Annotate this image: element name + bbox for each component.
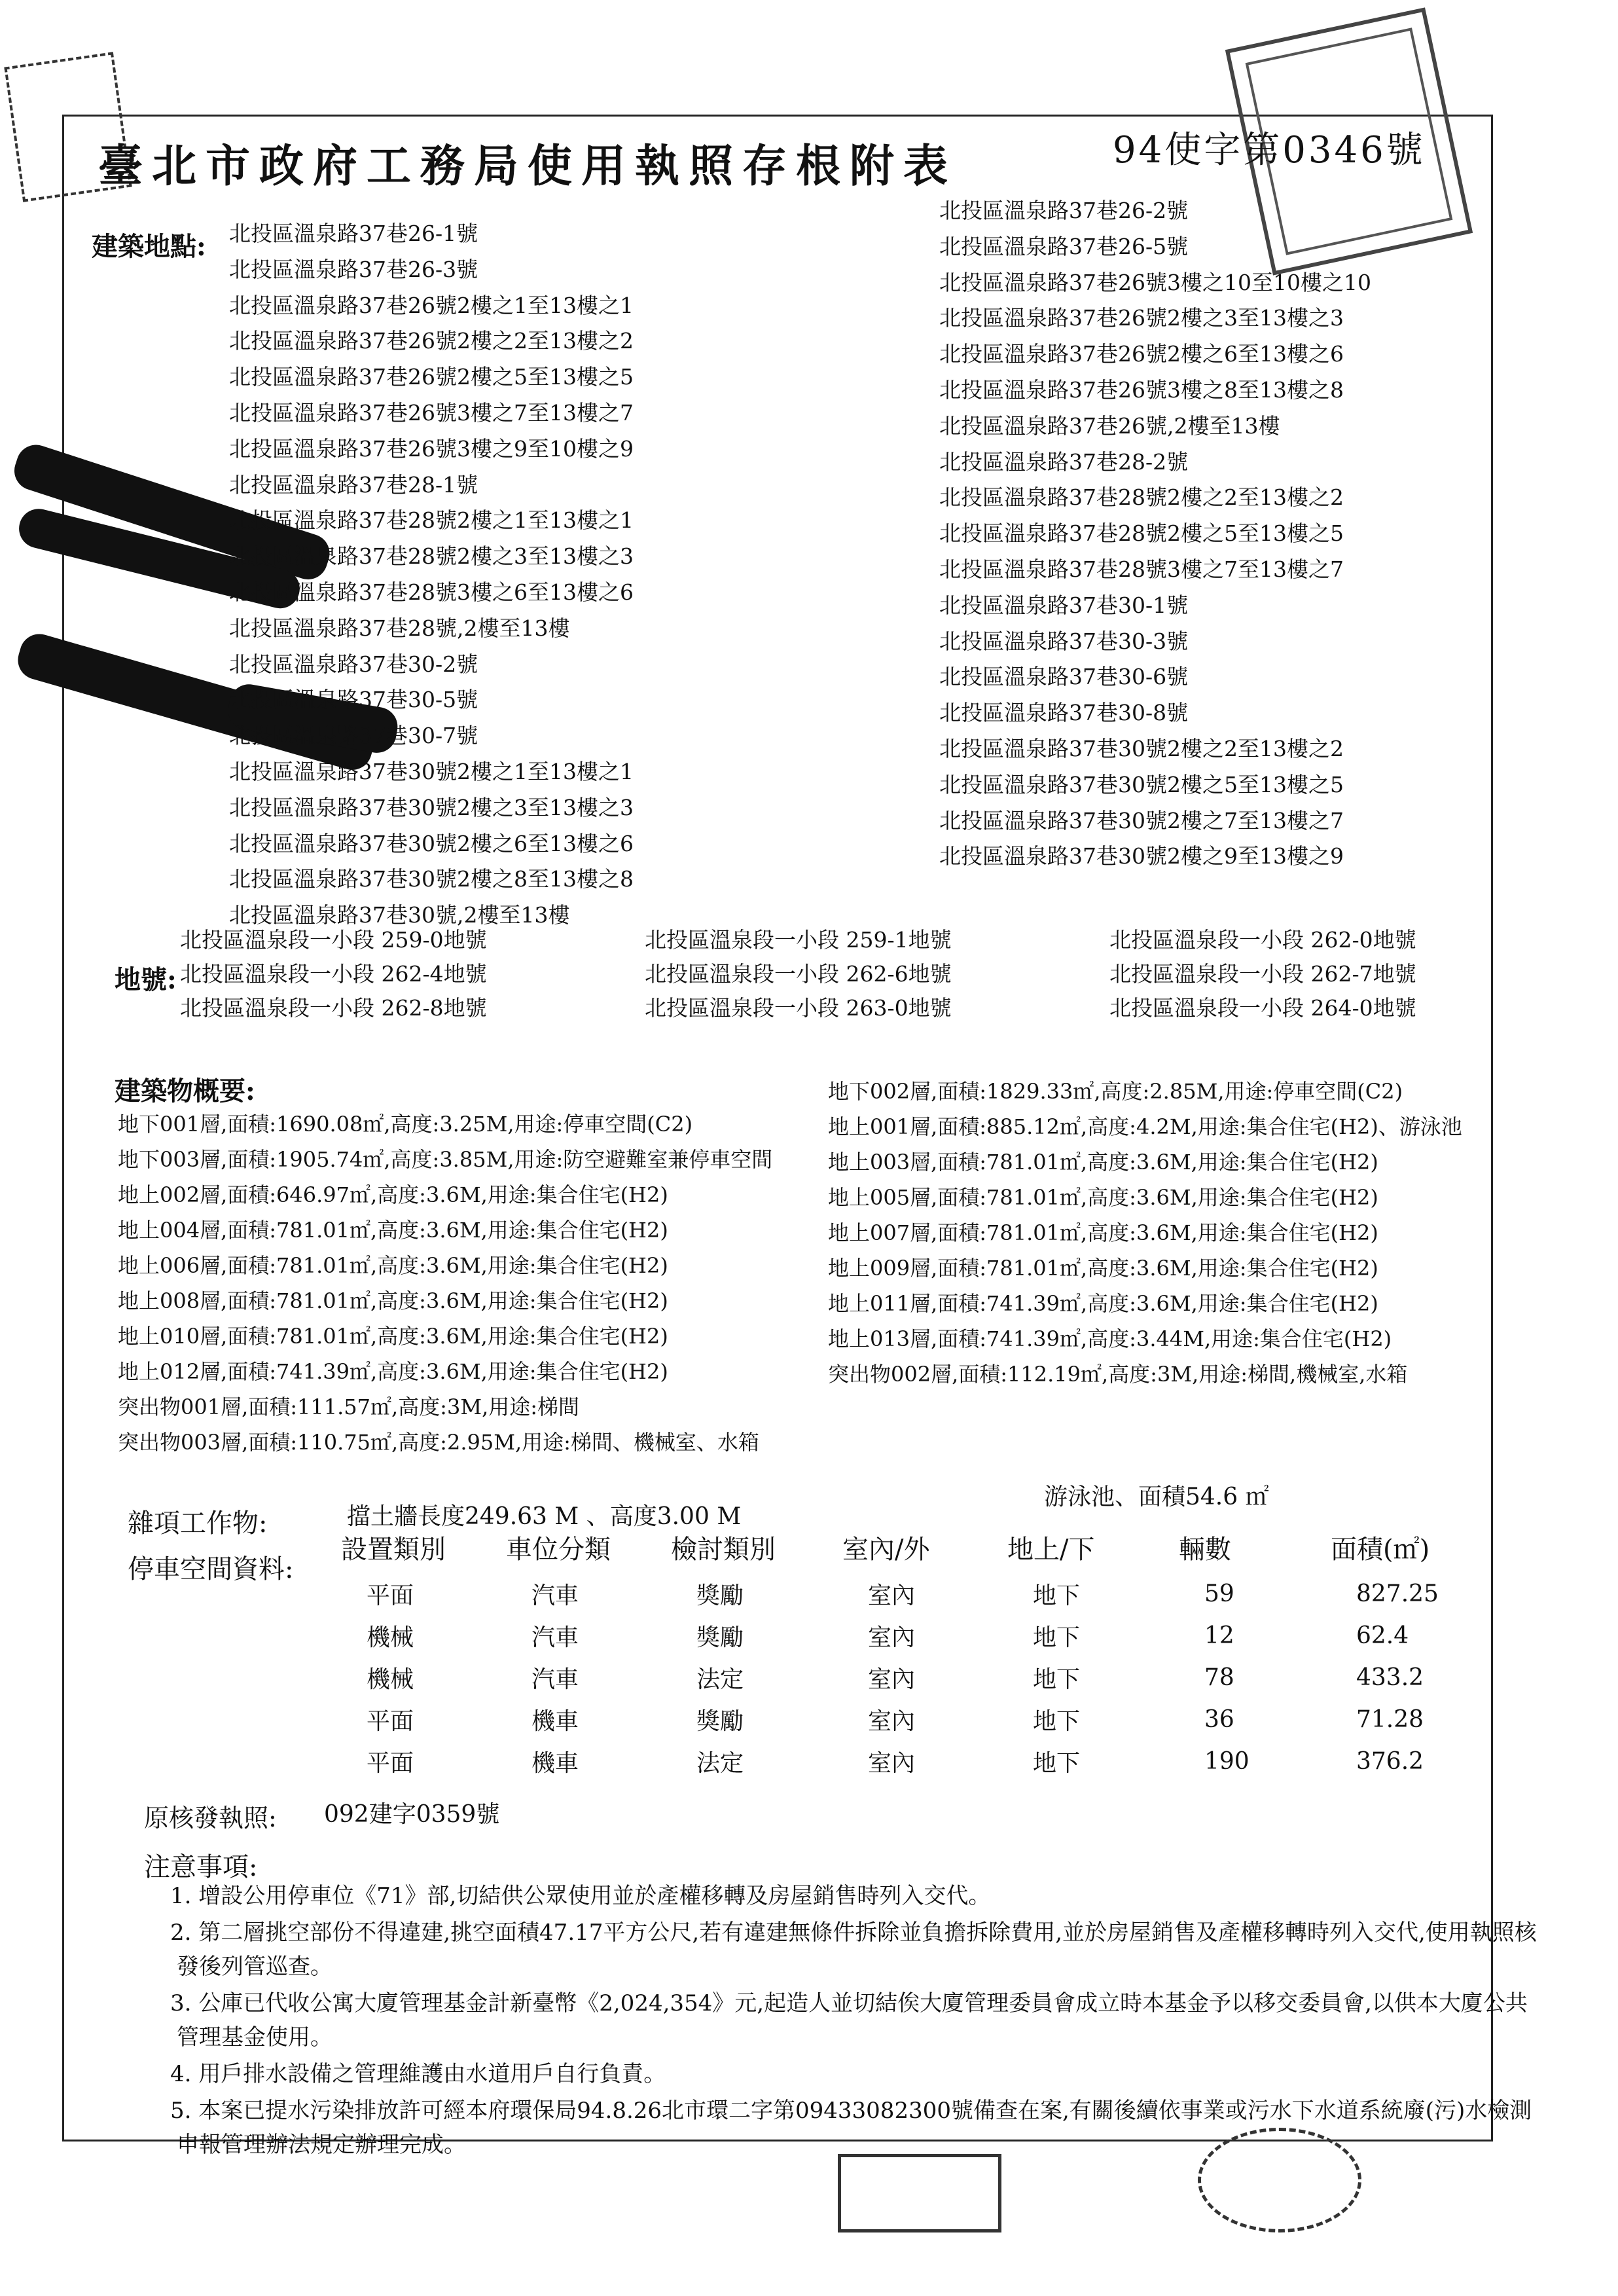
parking-row <box>340 1698 1495 1740</box>
floor-list-left <box>118 1106 818 1460</box>
original-permit-value: 092建字0359號 <box>324 1801 500 1828</box>
parking-cell: 汽車 <box>531 1666 579 1693</box>
parking-cell: 機械 <box>367 1624 414 1651</box>
parking-header-row <box>340 1522 1495 1573</box>
lot-number: 北投區溫泉段一小段 262-7地號 <box>1109 961 1416 987</box>
seal-stamp-bottom <box>838 2154 1001 2232</box>
floor-entry: 地上013層,面積:741.39㎡,高度:3.44M,用途:集合住宅(H2) <box>828 1326 1392 1351</box>
lot-number: 北投區溫泉段一小段 259-0地號 <box>180 927 487 953</box>
address-line: 北投區溫泉路37巷28-2號 <box>939 448 1189 475</box>
parking-table <box>340 1522 1495 1782</box>
address-line: 北投區溫泉路37巷30號,2樓至13樓 <box>229 902 570 928</box>
address-line: 北投區溫泉路37巷30號2樓之3至13樓之3 <box>229 794 634 820</box>
address-line: 北投區溫泉路37巷28號3樓之6至13樓之6 <box>229 579 634 605</box>
floor-entry: 地上001層,面積:885.12㎡,高度:4.2M,用途:集合住宅(H2)、游泳池 <box>828 1114 1462 1139</box>
parking-header-cell: 設置類別 <box>341 1535 446 1565</box>
address-line: 北投區溫泉路37巷30-6號 <box>939 664 1189 690</box>
address-line: 北投區溫泉路37巷30-8號 <box>939 700 1189 726</box>
floor-entry: 突出物001層,面積:111.57㎡,高度:3M,用途:梯間 <box>118 1394 580 1419</box>
floor-entry: 地上002層,面積:646.97㎡,高度:3.6M,用途:集合住宅(H2) <box>118 1182 668 1207</box>
address-line: 北投區溫泉路37巷26-2號 <box>939 198 1189 223</box>
parking-cell: 190 <box>1204 1747 1249 1775</box>
address-line: 北投區溫泉路37巷30號2樓之5至13樓之5 <box>939 771 1344 797</box>
parking-cell: 376.2 <box>1356 1747 1424 1775</box>
parking-cell: 室內 <box>868 1582 916 1609</box>
parking-cell: 827.25 <box>1356 1580 1439 1607</box>
floor-entry: 突出物002層,面積:112.19㎡,高度:3M,用途:梯間,機械室,水箱 <box>828 1362 1408 1387</box>
parking-cell: 機車 <box>531 1707 579 1735</box>
address-list-right <box>939 193 1371 875</box>
parking-cell: 法定 <box>696 1749 744 1777</box>
address-line: 北投區溫泉路37巷28號,2樓至13樓 <box>229 615 570 641</box>
floor-entry: 突出物003層,面積:110.75㎡,高度:2.95M,用途:梯間、機械室、水箱 <box>118 1430 759 1455</box>
parking-cell: 平面 <box>367 1707 414 1735</box>
floor-entry: 地上006層,面積:781.01㎡,高度:3.6M,用途:集合住宅(H2) <box>118 1253 668 1278</box>
lot-row <box>180 991 1574 1025</box>
parking-cell: 機械 <box>367 1666 414 1693</box>
floor-entry: 地上012層,面積:741.39㎡,高度:3.6M,用途:集合住宅(H2) <box>118 1359 668 1384</box>
parking-row <box>340 1740 1495 1782</box>
parking-header-cell: 室內/外 <box>842 1535 930 1565</box>
parking-cell: 獎勵 <box>696 1582 744 1609</box>
address-line: 北投區溫泉路37巷30號2樓之7至13樓之7 <box>939 807 1344 833</box>
address-list-left <box>229 216 634 934</box>
parking-cell: 室內 <box>868 1749 916 1777</box>
floor-entry: 地上003層,面積:781.01㎡,高度:3.6M,用途:集合住宅(H2) <box>828 1150 1378 1175</box>
address-line: 北投區溫泉路37巷30-2號 <box>229 651 478 677</box>
address-line: 北投區溫泉路37巷28號3樓之7至13樓之7 <box>939 556 1344 582</box>
parking-cell: 433.2 <box>1356 1664 1424 1691</box>
note-item: 1. 增設公用停車位《71》部,切結供公眾使用並於產權移轉及房屋銷售時列入交代。 <box>170 1883 991 1909</box>
floor-entry: 地上011層,面積:741.39㎡,高度:3.6M,用途:集合住宅(H2) <box>828 1291 1378 1316</box>
floor-entry: 地上008層,面積:781.01㎡,高度:3.6M,用途:集合住宅(H2) <box>118 1288 668 1313</box>
address-line: 北投區溫泉路37巷30號2樓之1至13樓之1 <box>229 758 634 784</box>
lot-number: 北投區溫泉段一小段 259-1地號 <box>645 927 952 953</box>
lot-number: 北投區溫泉段一小段 262-6地號 <box>645 961 952 987</box>
document-title: 臺北市政府工務局使用執照存根附表 <box>98 140 958 192</box>
floor-entry: 地上004層,面積:781.01㎡,高度:3.6M,用途:集合住宅(H2) <box>118 1218 668 1243</box>
parking-cell: 汽車 <box>531 1624 579 1651</box>
notes-label: 注意事項: <box>144 1852 258 1882</box>
lot-row <box>180 923 1574 957</box>
lot-label: 地號: <box>115 964 177 995</box>
parking-cell: 室內 <box>868 1707 916 1735</box>
note-item: 4. 用戶排水設備之管理維護由水道用戶自行負責。 <box>170 2061 666 2087</box>
parking-cell: 地下 <box>1033 1624 1081 1651</box>
parking-cell: 室內 <box>868 1666 916 1693</box>
floor-entry: 地上009層,面積:781.01㎡,高度:3.6M,用途:集合住宅(H2) <box>828 1256 1378 1281</box>
address-line: 北投區溫泉路37巷26號3樓之7至13樓之7 <box>229 399 634 426</box>
address-line: 北投區溫泉路37巷26號3樓之9至10樓之9 <box>229 435 634 462</box>
address-line: 北投區溫泉路37巷28號2樓之3至13樓之3 <box>229 543 634 570</box>
parking-cell: 12 <box>1204 1622 1234 1649</box>
address-line: 北投區溫泉路37巷26號2樓之5至13樓之5 <box>229 364 634 390</box>
parking-row <box>340 1573 1495 1614</box>
parking-cell: 36 <box>1204 1705 1234 1733</box>
address-line: 北投區溫泉路37巷30號2樓之2至13樓之2 <box>939 735 1344 761</box>
lot-row <box>180 957 1574 991</box>
address-line: 北投區溫泉路37巷26號2樓之1至13樓之1 <box>229 292 634 318</box>
floor-entry: 地上010層,面積:781.01㎡,高度:3.6M,用途:集合住宅(H2) <box>118 1324 668 1349</box>
note-item: 3. 公庫已代收公寓大廈管理基金計新臺幣《2,024,354》元,起造人並切結俟大廈管理委員會成立時本基金予以移交委員會,以供本大廈公共管理基金使用。 <box>170 1990 1528 2050</box>
misc-pool-value: 游泳池、面積54.6 ㎡ <box>1044 1484 1269 1510</box>
floor-entry: 地下003層,面積:1905.74㎡,高度:3.85M,用途:防空避難室兼停車空間 <box>118 1147 773 1172</box>
floor-entry: 地下002層,面積:1829.33㎡,高度:2.85M,用途:停車空間(C2) <box>828 1079 1403 1104</box>
floor-entry: 地下001層,面積:1690.08㎡,高度:3.25M,用途:停車空間(C2) <box>118 1112 693 1137</box>
parking-cell: 獎勵 <box>696 1624 744 1651</box>
address-line: 北投區溫泉路37巷30號2樓之6至13樓之6 <box>229 830 634 856</box>
address-line: 北投區溫泉路37巷28-1號 <box>229 471 478 498</box>
parking-header-cell: 車位分類 <box>506 1535 611 1565</box>
address-line: 北投區溫泉路37巷28號2樓之1至13樓之1 <box>229 507 634 534</box>
parking-cell: 地下 <box>1033 1749 1081 1777</box>
note-item: 5. 本案已提水污染排放許可經本府環保局94.8.26北市環二字第09433082300號備查在案,有關後續依事業或污水下水道系統廢(污)水檢測申報管理辦法規定辦理完成。 <box>170 2098 1532 2158</box>
parking-header-cell: 面積(㎡) <box>1331 1535 1430 1565</box>
parking-cell: 室內 <box>868 1624 916 1651</box>
parking-cell: 獎勵 <box>696 1707 744 1735</box>
lot-number: 北投區溫泉段一小段 262-8地號 <box>180 995 487 1021</box>
parking-cell: 地下 <box>1033 1582 1081 1609</box>
parking-row <box>340 1656 1495 1698</box>
address-line: 北投區溫泉路37巷26號2樓之2至13樓之2 <box>229 328 634 354</box>
parking-cell: 平面 <box>367 1749 414 1777</box>
lot-number: 北投區溫泉段一小段 262-0地號 <box>1109 927 1416 953</box>
address-line: 北投區溫泉路37巷26號2樓之6至13樓之6 <box>939 341 1344 367</box>
floor-list-right <box>828 1074 1528 1392</box>
parking-header-cell: 地上/下 <box>1007 1535 1095 1565</box>
address-line: 北投區溫泉路37巷26號2樓之3至13樓之3 <box>939 305 1344 331</box>
address-line: 北投區溫泉路37巷30號2樓之9至13樓之9 <box>939 843 1344 869</box>
misc-works-value: 擋土牆長度249.63 M 、高度3.00 M <box>347 1503 742 1530</box>
address-line: 北投區溫泉路37巷30號2樓之8至13樓之8 <box>229 866 634 892</box>
floor-entry: 地上005層,面積:781.01㎡,高度:3.6M,用途:集合住宅(H2) <box>828 1185 1378 1210</box>
lot-number: 北投區溫泉段一小段 262-4地號 <box>180 961 487 987</box>
address-label: 建築地點: <box>92 231 206 262</box>
address-line: 北投區溫泉路37巷26-1號 <box>229 221 478 246</box>
address-line: 北投區溫泉路37巷30-1號 <box>939 592 1189 618</box>
note-item: 2. 第二層挑空部份不得違建,挑空面積47.17平方公尺,若有違建無條件拆除並負擔拆除費用,並於房屋銷售及產權移轉時列入交代,使用執照核發後列管巡查。 <box>170 1920 1537 1980</box>
address-line: 北投區溫泉路37巷26號,2樓至13樓 <box>939 412 1280 439</box>
parking-cell: 地下 <box>1033 1666 1081 1693</box>
parking-cell: 78 <box>1204 1664 1234 1691</box>
parking-cell: 71.28 <box>1356 1705 1424 1733</box>
building-summary-label: 建築物概要: <box>115 1076 255 1106</box>
lot-grid <box>180 923 1574 1025</box>
address-line: 北投區溫泉路37巷26-5號 <box>939 233 1189 259</box>
parking-cell: 地下 <box>1033 1707 1081 1735</box>
notes-list <box>170 1879 1545 2164</box>
parking-row <box>340 1614 1495 1656</box>
parking-cell: 平面 <box>367 1582 414 1609</box>
parking-cell: 汽車 <box>531 1582 579 1609</box>
misc-works-label: 雜項工作物: <box>128 1508 268 1539</box>
address-line: 北投區溫泉路37巷30-7號 <box>229 723 478 749</box>
parking-label: 停車空間資料: <box>128 1554 294 1584</box>
address-line: 北投區溫泉路37巷26-3號 <box>229 256 478 282</box>
address-line: 北投區溫泉路37巷28號2樓之2至13樓之2 <box>939 484 1344 511</box>
permit-number: 94使字第0346號 <box>1113 129 1426 172</box>
address-line: 北投區溫泉路37巷30-5號 <box>229 687 478 713</box>
address-line: 北投區溫泉路37巷26號3樓之8至13樓之8 <box>939 376 1344 403</box>
lot-number: 北投區溫泉段一小段 263-0地號 <box>645 995 952 1021</box>
lot-number: 北投區溫泉段一小段 264-0地號 <box>1109 995 1416 1021</box>
address-line: 北投區溫泉路37巷26號3樓之10至10樓之10 <box>939 269 1371 295</box>
parking-header-cell: 檢討類別 <box>671 1535 776 1565</box>
parking-cell: 59 <box>1204 1580 1234 1607</box>
address-line: 北投區溫泉路37巷28號2樓之5至13樓之5 <box>939 520 1344 547</box>
address-line: 北投區溫泉路37巷30-3號 <box>939 628 1189 654</box>
parking-cell: 機車 <box>531 1749 579 1777</box>
original-permit-label: 原核發執照: <box>144 1804 277 1832</box>
parking-cell: 法定 <box>696 1666 744 1693</box>
parking-header-cell: 輛數 <box>1179 1535 1231 1565</box>
floor-entry: 地上007層,面積:781.01㎡,高度:3.6M,用途:集合住宅(H2) <box>828 1220 1378 1245</box>
parking-cell: 62.4 <box>1356 1622 1409 1649</box>
